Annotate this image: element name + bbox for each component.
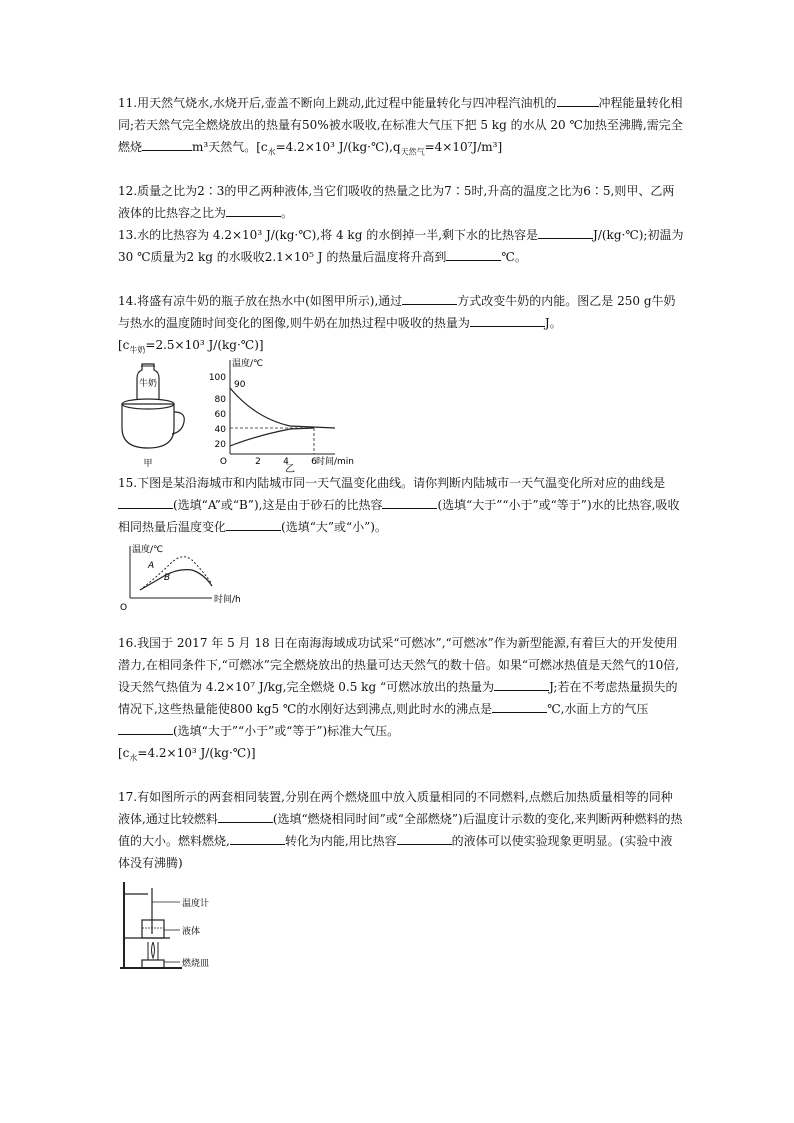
burner-dish bbox=[142, 960, 164, 968]
milk-curve bbox=[230, 428, 314, 446]
y-tick-label: 60 bbox=[214, 410, 226, 420]
question-text: 水的比热容为 4.2×10³ J/(kg·℃),将 4 kg 的水倒掉一半,剩下水的比热容是 bbox=[137, 228, 539, 242]
fuel-heating-apparatus bbox=[118, 880, 278, 980]
x-tick-label: 6 bbox=[311, 457, 317, 467]
air-temperature-graph bbox=[118, 542, 258, 614]
y-axis-label: 温度/℃ bbox=[232, 359, 264, 369]
question-text: [c bbox=[118, 746, 130, 760]
question-number: 17. bbox=[118, 790, 138, 804]
answer-blank[interactable] bbox=[538, 225, 593, 239]
question-number: 16. bbox=[118, 636, 138, 650]
y-axis-label: 温度/℃ bbox=[132, 545, 164, 555]
x-axis-label: 时间/min bbox=[316, 457, 355, 467]
question-14 bbox=[118, 290, 684, 356]
question-text: J。 bbox=[544, 316, 562, 330]
figure-14 bbox=[118, 356, 684, 475]
question-text: =2.5×10³ J/(kg·℃)] bbox=[145, 338, 264, 352]
question-text: 将盛有凉牛奶的瓶子放在热水中(如图甲所示),通过 bbox=[137, 294, 403, 308]
question-text: 方式改变牛奶的内能。图乙是 250 g牛奶与热水的温度随时间变化的图像,则牛奶在加热过程中吸收的热量为 bbox=[118, 294, 676, 330]
answer-blank[interactable] bbox=[492, 699, 547, 713]
water-curve bbox=[230, 388, 335, 428]
question-15 bbox=[118, 472, 684, 538]
question-text: =4×10⁷J/m³] bbox=[424, 140, 503, 154]
question-12 bbox=[118, 180, 684, 224]
question-text: 。 bbox=[281, 206, 294, 220]
answer-blank[interactable] bbox=[494, 677, 549, 691]
question-text: 质量之比为2∶3的甲乙两种液体,当它们吸收的热量之比为7∶5时,升高的温度之比为6∶5,则甲、乙两液体的比热容之比为 bbox=[118, 184, 675, 220]
question-11 bbox=[118, 92, 684, 158]
bottle-label: 牛奶 bbox=[138, 379, 158, 389]
y-tick-label: 40 bbox=[214, 425, 226, 435]
x-tick-label: 4 bbox=[283, 457, 289, 467]
answer-blank[interactable] bbox=[557, 93, 599, 107]
question-number: 11. bbox=[118, 96, 138, 110]
curve-a-label: A bbox=[148, 561, 155, 571]
answer-blank[interactable] bbox=[226, 203, 281, 217]
question-text: 我国于 2017 年 5 月 18 日在南海海域成功试采“可燃冰”,“可燃冰”作为新型能源,有着巨大的开发使用潜力,在相同条件下,“可燃冰”完全燃烧放出的热量可达天然气的数十倍。如果“可燃冰热值是天然气的10倍,设天然气热值为 4.2×10⁷ J/kg,完全燃烧 0.5 kg “可燃冰放出的热量为 bbox=[118, 636, 680, 694]
question-16 bbox=[118, 632, 684, 764]
y-tick-label: 20 bbox=[214, 440, 226, 450]
answer-blank[interactable] bbox=[218, 809, 273, 823]
question-text: (选填“大”或“小”)。 bbox=[281, 520, 387, 534]
question-text: ℃。 bbox=[501, 250, 527, 264]
answer-blank[interactable] bbox=[470, 313, 545, 327]
milk-in-cup-figure bbox=[118, 356, 198, 468]
question-number: 14. bbox=[118, 294, 138, 308]
answer-blank[interactable] bbox=[382, 495, 437, 509]
subscript: 天然气 bbox=[400, 147, 425, 157]
question-text: =4.2×10³ J/(kg·℃),q bbox=[275, 140, 401, 154]
curve-b-label: B bbox=[164, 573, 171, 583]
question-text: m³天然气。[c bbox=[192, 140, 268, 154]
question-number: 12. bbox=[118, 184, 138, 198]
liquid-label: 液体 bbox=[182, 927, 201, 937]
y-tick-label: 100 bbox=[208, 373, 226, 383]
question-number: 13. bbox=[118, 228, 138, 242]
figure-caption-jia: 甲 bbox=[143, 459, 153, 469]
answer-blank[interactable] bbox=[446, 247, 501, 261]
subscript: 牛奶 bbox=[129, 345, 146, 355]
figure-caption-yi-visible: 乙 bbox=[285, 464, 295, 475]
question-text: (选填“大于”“小于”或“等于”)水的比热容,吸收相同热量后温度变化 bbox=[118, 498, 680, 534]
question-17 bbox=[118, 786, 684, 874]
figure-17 bbox=[118, 874, 684, 974]
question-text: 下图是某沿海城市和内陆城市同一天气温变化曲线。请你判断内陆城市一天气温变化所对应的曲线是 bbox=[137, 476, 666, 490]
figure-15 bbox=[118, 538, 684, 613]
question-text: 的液体可以使实验现象更明显。(实验中液体没有沸腾) bbox=[118, 834, 673, 870]
question-text: (选填“燃烧相同时间”或“全部燃烧”)后温度计示数的变化,来判断两种燃料的热值的大小。燃料燃烧, bbox=[118, 812, 683, 848]
answer-blank[interactable] bbox=[402, 291, 457, 305]
x-tick-label: 2 bbox=[255, 457, 261, 467]
temperature-time-graph bbox=[208, 356, 355, 468]
answer-blank[interactable] bbox=[230, 831, 285, 845]
question-text: J/(kg·℃);初温为30 ℃质量为2 kg 的水吸收2.1×10⁵ J 的热量后温度将升高到 bbox=[118, 228, 684, 264]
question-text: (选填“大于”“小于”或“等于”)标准大气压。 bbox=[173, 724, 400, 738]
x-axis-label: 时间/h bbox=[214, 595, 241, 605]
y-tick-label: 90 bbox=[234, 380, 246, 390]
question-text: [c bbox=[118, 338, 130, 352]
flame bbox=[152, 942, 155, 958]
question-13 bbox=[118, 224, 684, 268]
question-text: J;若在不考虑热量损失的情况下,这些热量能使800 kg5 ℃的水刚好达到沸点,则此时水的沸点是 bbox=[118, 680, 678, 716]
worksheet bbox=[118, 92, 684, 974]
answer-blank[interactable] bbox=[226, 517, 281, 531]
question-text: 有如图所示的两套相同装置,分别在两个燃烧皿中放入质量相同的不同燃料,点燃后加热质量相等的同种液体,通过比较燃料 bbox=[118, 790, 673, 826]
answer-blank[interactable] bbox=[142, 137, 192, 151]
question-text: ℃,水面上方的气压 bbox=[547, 702, 649, 716]
beaker bbox=[142, 920, 164, 938]
subscript: 水 bbox=[267, 147, 276, 157]
answer-blank[interactable] bbox=[118, 721, 173, 735]
question-text: (选填“A”或“B”),这是由于砂石的比热容 bbox=[173, 498, 383, 512]
burner-label: 燃烧皿 bbox=[182, 959, 210, 969]
question-number: 15. bbox=[118, 476, 138, 490]
question-text: 冲程能量转化相同;若天然气完全燃烧放出的热量有50%被水吸收,在标准大气压下把 5 kg 的水从 20 ℃加热至沸腾,需完全燃烧 bbox=[118, 96, 683, 154]
question-text: 转化为内能,用比热容 bbox=[284, 834, 397, 848]
answer-blank[interactable] bbox=[397, 831, 452, 845]
origin-label: O bbox=[120, 603, 128, 613]
answer-blank[interactable] bbox=[118, 495, 173, 509]
curve-b bbox=[140, 570, 212, 590]
question-text: 用天然气烧水,水烧开后,壶盖不断向上跳动,此过程中能量转化与四冲程汽油机的 bbox=[137, 96, 557, 110]
question-text: =4.2×10³ J/(kg·℃)] bbox=[137, 746, 256, 760]
origin-label: O bbox=[219, 457, 227, 467]
thermometer-label: 温度计 bbox=[182, 899, 210, 909]
subscript: 水 bbox=[129, 753, 138, 763]
y-tick-label: 80 bbox=[214, 395, 226, 405]
